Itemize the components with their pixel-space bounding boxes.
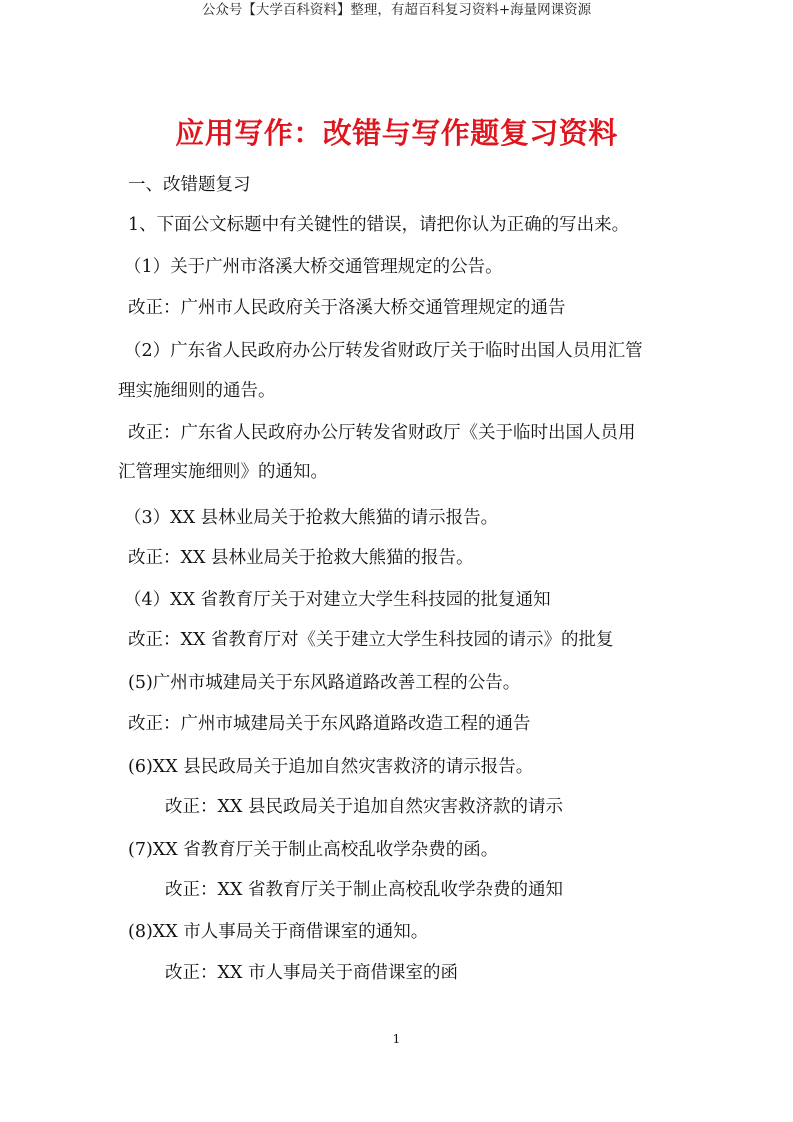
- section-heading: 一、改错题复习: [128, 175, 251, 195]
- page-header: 公众号【大学百科资料】整理，有超百科复习资料+海量网课资源: [201, 2, 592, 18]
- correction-text: 改正：广州市人民政府关于洛溪大桥交通管理规定的通告: [128, 298, 566, 318]
- item-text: （3）XX 县林业局关于抢救大熊猫的请示报告。: [124, 508, 499, 528]
- item-text: (7)XX 省教育厅关于制止高校乱收学杂费的函。: [128, 840, 499, 860]
- item-text: (6)XX 县民政局关于追加自然灾害救济的请示报告。: [128, 757, 534, 777]
- item-text: （4）XX 省教育厅关于对建立大学生科技园的批复通知: [124, 590, 551, 610]
- correction-text: 改正：XX 省教育厅关于制止高校乱收学杂费的通知: [165, 880, 563, 900]
- correction-text: 汇管理实施细则》的通知。: [118, 462, 328, 482]
- page-number: 1: [392, 1032, 401, 1046]
- correction-text: 改正：XX 县林业局关于抢救大熊猫的报告。: [128, 548, 474, 568]
- item-text: （2）广东省人民政府办公厅转发省财政厅关于临时出国人员用汇管: [124, 341, 643, 361]
- item-text: 理实施细则的通告。: [118, 381, 276, 401]
- document-title: 应用写作：改错与写作题复习资料: [175, 116, 618, 150]
- question-prompt: 1、下面公文标题中有关键性的错误，请把你认为正确的写出来。: [128, 215, 630, 235]
- correction-text: 改正：广州市城建局关于东风路道路改造工程的通告: [128, 714, 531, 734]
- correction-text: 改正：广东省人民政府办公厅转发省财政厅《关于临时出国人员用: [128, 423, 636, 443]
- item-text: (8)XX 市人事局关于商借课室的通知。: [128, 922, 429, 942]
- item-text: (5)广州市城建局关于东风路道路改善工程的公告。: [128, 673, 521, 693]
- correction-text: 改正：XX 市人事局关于商借课室的函: [165, 963, 458, 983]
- correction-text: 改正：XX 省教育厅对《关于建立大学生科技园的请示》的批复: [128, 630, 614, 650]
- correction-text: 改正：XX 县民政局关于追加自然灾害救济款的请示: [165, 797, 563, 817]
- item-text: （1）关于广州市洛溪大桥交通管理规定的公告。: [124, 257, 503, 277]
